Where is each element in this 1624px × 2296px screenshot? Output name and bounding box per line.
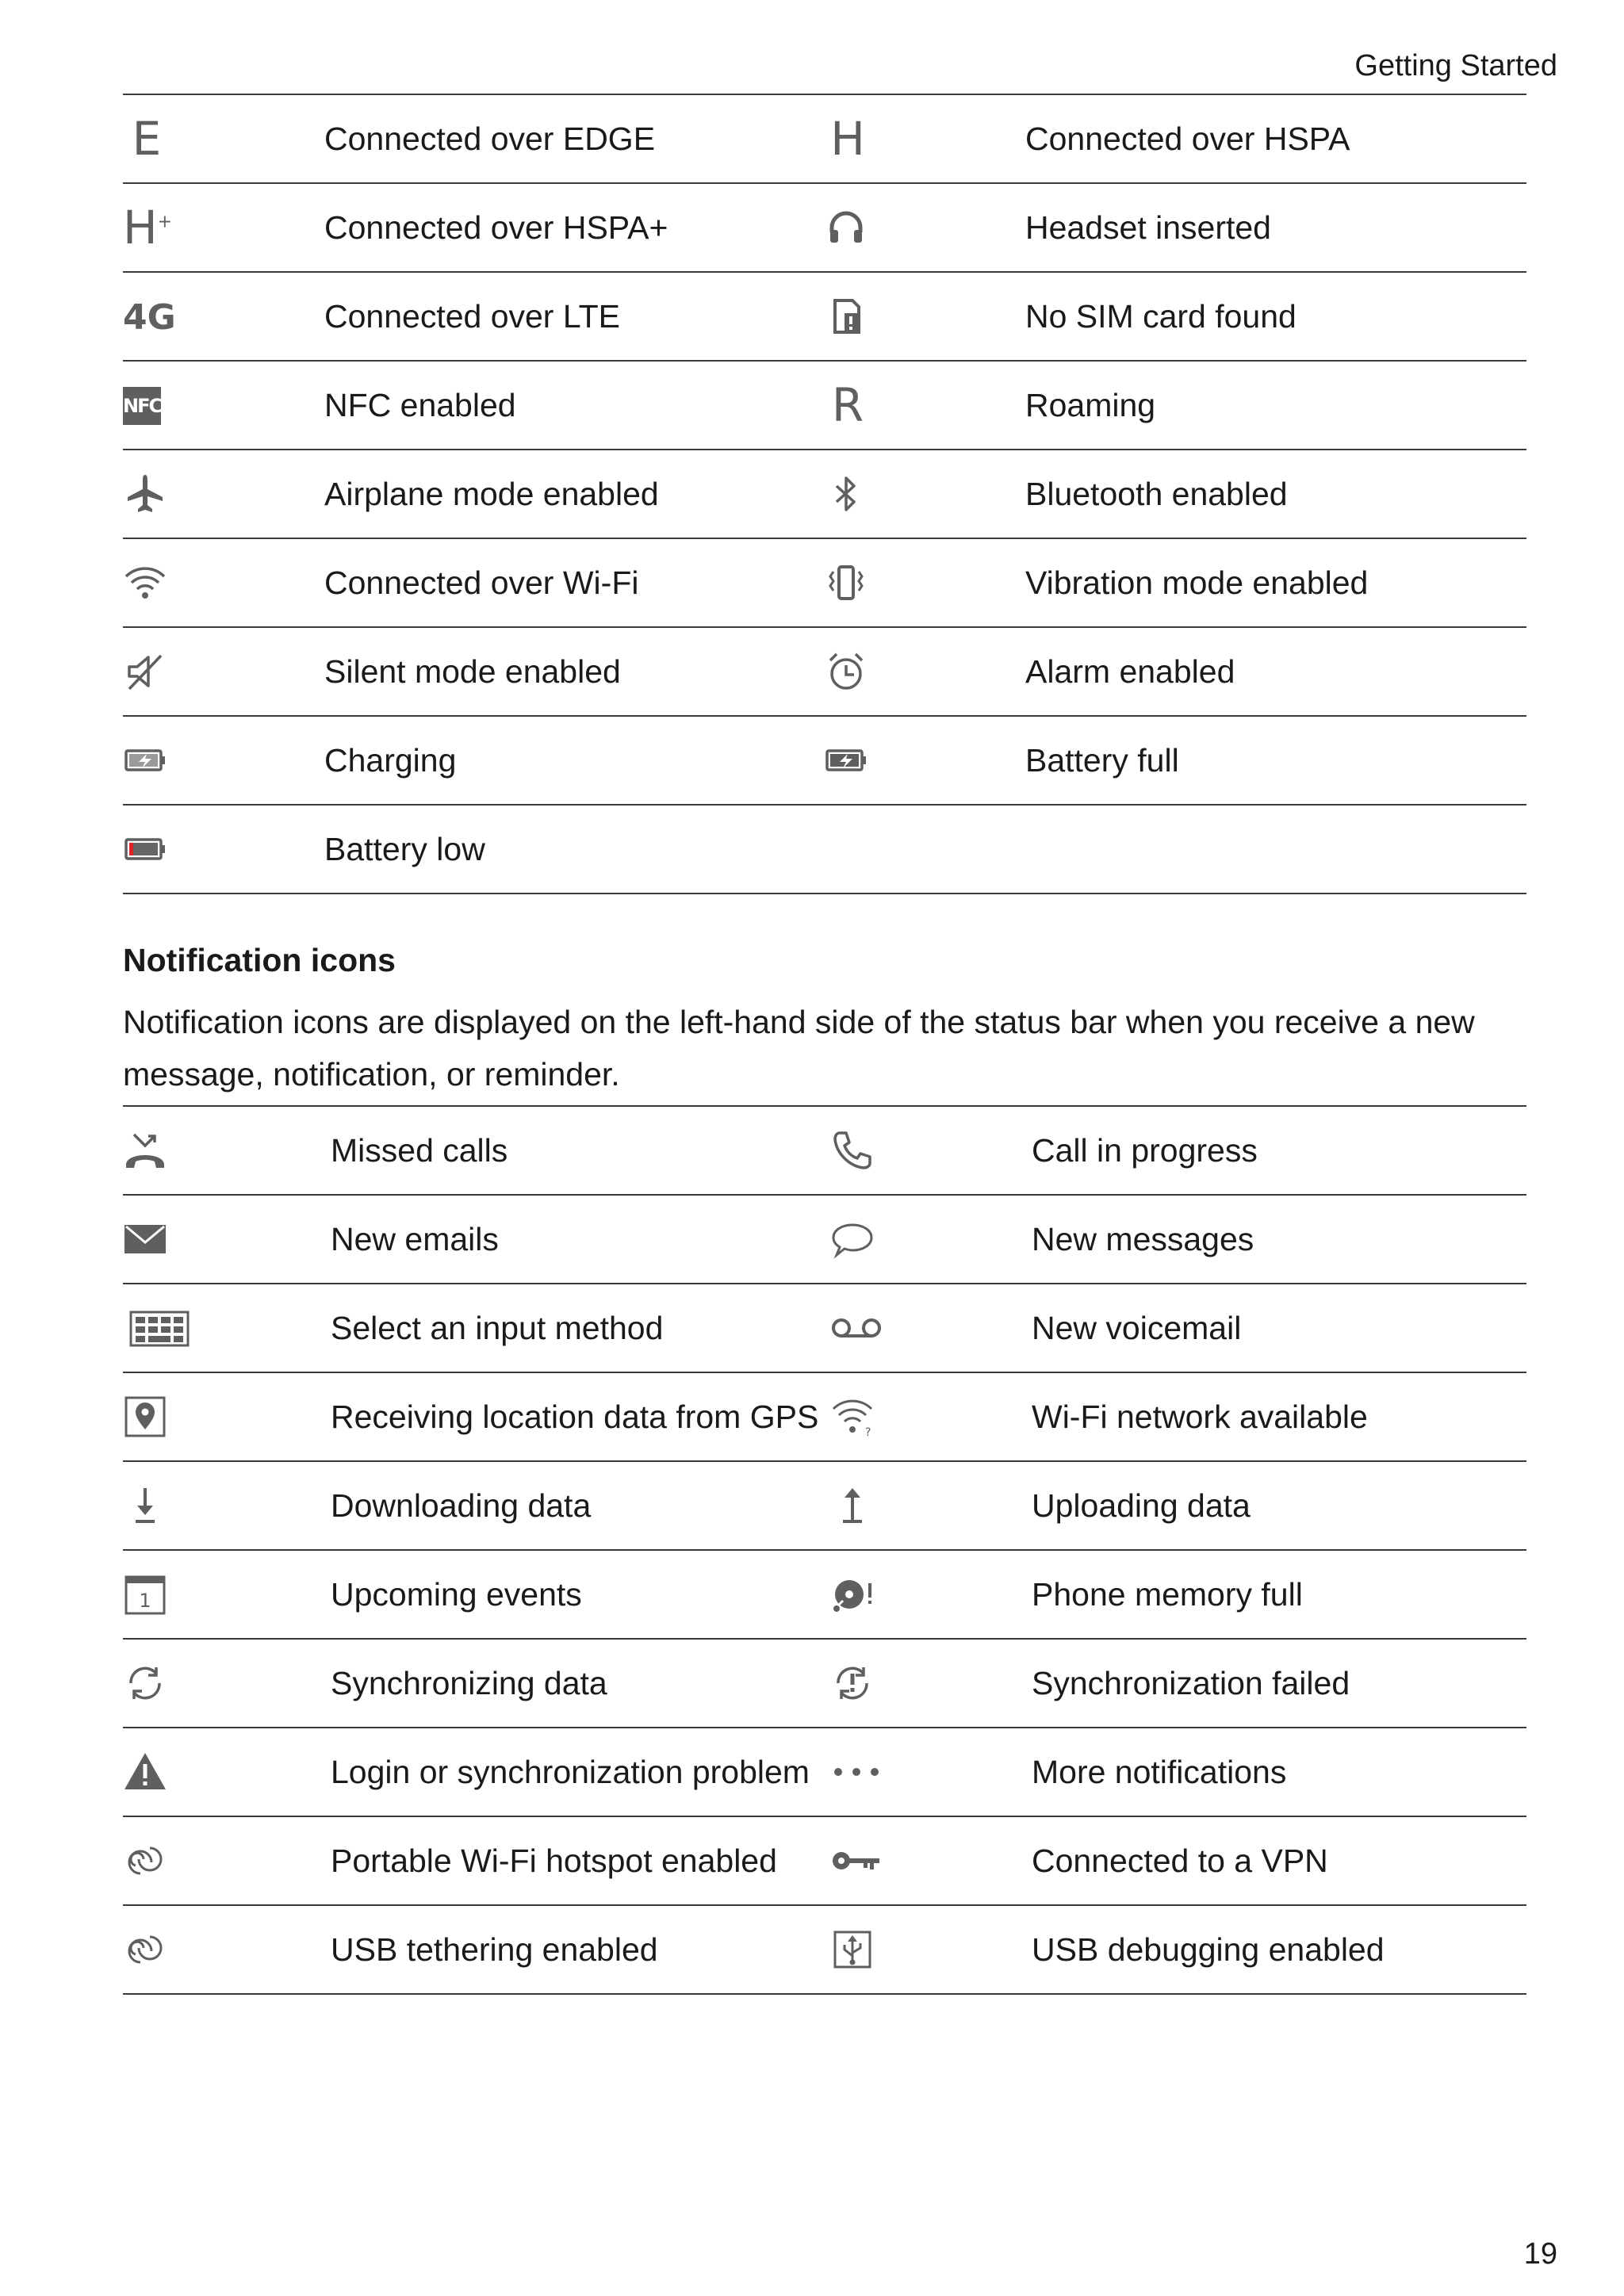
table-row (123, 1106, 1526, 1195)
icon-label: Connected over EDGE (324, 94, 824, 183)
usb-tether-icon (123, 1927, 167, 1972)
table-row (123, 716, 1526, 805)
table-row (123, 1728, 1526, 1816)
keyboard-icon (129, 1306, 190, 1350)
alarm-icon (824, 649, 868, 694)
wifi-icon (123, 561, 167, 605)
hspa-plus-icon: H+ (123, 201, 173, 254)
icon-label: Wi-Fi network available (1032, 1372, 1526, 1461)
icon-label: Connected over LTE (324, 272, 824, 361)
icon-label: Portable Wi-Fi hotspot enabled (331, 1816, 830, 1905)
icon-label: Missed calls (331, 1106, 830, 1195)
notification-icons-table (123, 1105, 1526, 1995)
upload-icon (830, 1483, 875, 1528)
no-sim-icon (824, 294, 868, 339)
memory-full-icon (830, 1572, 875, 1617)
table-row (123, 538, 1526, 627)
icon-label: New messages (1032, 1195, 1526, 1284)
svg-text:1: 1 (139, 1590, 151, 1612)
icon-label: Headset inserted (1025, 183, 1526, 272)
sync-icon (123, 1661, 167, 1705)
battery-full-icon (824, 738, 868, 783)
airplane-icon (123, 472, 167, 516)
hotspot-icon (123, 1839, 167, 1883)
section-title: Notification icons (123, 942, 396, 978)
nfc-icon: NFC (123, 387, 161, 425)
table-row (123, 1905, 1526, 1994)
icon-label: Select an input method (331, 1284, 830, 1372)
calendar-icon (123, 1572, 167, 1617)
table-row (123, 1195, 1526, 1284)
icon-label: Login or synchronization problem (331, 1728, 830, 1816)
icon-label: Airplane mode enabled (324, 450, 824, 538)
icon-label: Call in progress (1032, 1106, 1526, 1195)
section-description: Notification icons are displayed on the left-hand side of the status bar when you receive a new message, notification, or reminder. (123, 1004, 1475, 1093)
more-icon (830, 1750, 883, 1794)
gps-location-icon (123, 1395, 167, 1439)
battery-charging-icon (123, 738, 167, 783)
sync-failed-icon (830, 1661, 875, 1705)
running-header: Getting Started (1354, 49, 1557, 82)
table-row (123, 805, 1526, 894)
icon-label: Bluetooth enabled (1025, 450, 1526, 538)
edge-icon: E (132, 112, 162, 166)
icon-label: Vibration mode enabled (1025, 538, 1526, 627)
icon-label: New voicemail (1032, 1284, 1526, 1372)
icon-label: Connected over HSPA (1025, 94, 1526, 183)
warning-icon (123, 1750, 167, 1794)
download-icon (123, 1483, 167, 1528)
icon-label: Connected to a VPN (1032, 1816, 1526, 1905)
icon-label: Phone memory full (1032, 1550, 1526, 1639)
icon-label: Connected over Wi-Fi (324, 538, 824, 627)
usb-debug-icon (830, 1927, 875, 1972)
missed-call-icon (123, 1128, 167, 1173)
table-row (123, 450, 1526, 538)
icon-label: No SIM card found (1025, 272, 1526, 361)
vpn-key-icon (830, 1839, 883, 1883)
table-row (123, 1284, 1526, 1372)
table-row (123, 94, 1526, 183)
roaming-icon: R (831, 378, 864, 432)
svg-text:?: ? (865, 1426, 871, 1439)
table-row (123, 361, 1526, 450)
icon-label: USB tethering enabled (331, 1905, 830, 1994)
icon-label: Silent mode enabled (324, 627, 824, 716)
icon-label: Receiving location data from GPS (331, 1372, 830, 1461)
icon-label: New emails (331, 1195, 830, 1284)
page-number: 19 (1523, 2237, 1557, 2271)
table-row (123, 627, 1526, 716)
icon-label: Synchronizing data (331, 1639, 830, 1728)
icon-label: More notifications (1032, 1728, 1526, 1816)
icon-label: Roaming (1025, 361, 1526, 450)
email-icon (123, 1217, 167, 1261)
headset-icon (824, 205, 868, 250)
icon-label: Uploading data (1032, 1461, 1526, 1550)
voicemail-icon (830, 1306, 883, 1350)
icon-label: Synchronization failed (1032, 1639, 1526, 1728)
table-row (123, 272, 1526, 361)
table-row (123, 183, 1526, 272)
vibration-icon (824, 561, 868, 605)
table-row (123, 1639, 1526, 1728)
battery-low-icon (123, 827, 167, 871)
silent-icon (123, 649, 167, 694)
icon-label: Alarm enabled (1025, 627, 1526, 716)
icon-label: Battery low (324, 805, 824, 894)
call-in-progress-icon (830, 1128, 875, 1173)
table-row (123, 1461, 1526, 1550)
icon-label: Upcoming events (331, 1550, 830, 1639)
icon-label: NFC enabled (324, 361, 824, 450)
message-icon (830, 1217, 875, 1261)
icon-label: Downloading data (331, 1461, 830, 1550)
status-icons-table (123, 94, 1526, 894)
icon-label: Charging (324, 716, 824, 805)
bluetooth-icon (824, 472, 868, 516)
table-row (123, 1372, 1526, 1461)
wifi-available-icon (830, 1395, 875, 1439)
table-row (123, 1550, 1526, 1639)
lte-4g-icon: 4G (123, 297, 176, 339)
icon-label: Battery full (1025, 716, 1526, 805)
table-row (123, 1816, 1526, 1905)
hspa-icon: H (830, 112, 865, 166)
icon-label: USB debugging enabled (1032, 1905, 1526, 1994)
icon-label: Connected over HSPA+ (324, 183, 824, 272)
